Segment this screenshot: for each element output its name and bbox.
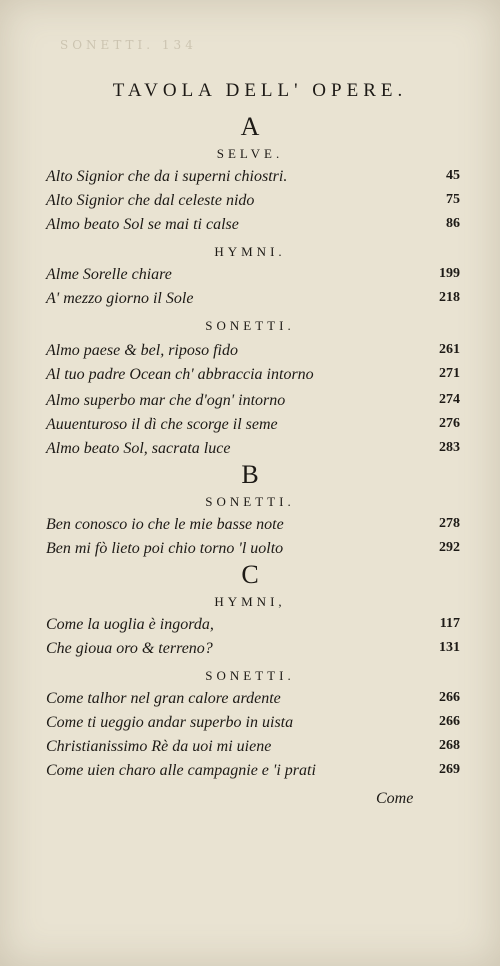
index-entry: [46, 516, 460, 540]
entry-page-number: 266: [439, 690, 460, 705]
index-entry: [46, 266, 460, 290]
entry-page-number: 266: [439, 714, 460, 729]
entry-incipit: Almo beato Sol se mai ti calse: [46, 216, 239, 233]
index-entry: [46, 714, 460, 738]
entry-incipit: Alto Signior che da i superni chiostri.: [46, 168, 288, 185]
catchword: Come: [376, 790, 414, 807]
index-entry: [46, 640, 460, 664]
index-entry: [46, 616, 460, 640]
entry-page-number: 271: [439, 366, 460, 381]
section-heading-sonetti: SONETTI.: [205, 318, 295, 333]
index-entry: [46, 690, 460, 714]
entry-page-number: 268: [439, 738, 460, 753]
section-heading-hymni: HYMNI,: [214, 594, 286, 609]
entry-page-number: 86: [446, 216, 460, 231]
section-heading-sonetti: SONETTI.: [205, 668, 295, 683]
entry-page-number: 261: [439, 342, 460, 357]
entry-incipit: Come la uoglia è ingorda,: [46, 616, 214, 633]
index-entry: [46, 290, 460, 314]
index-entry: [46, 192, 460, 216]
entry-page-number: 274: [439, 392, 460, 407]
index-entry: [46, 738, 460, 762]
entry-page-number: 292: [439, 540, 460, 555]
entry-page-number: 199: [439, 266, 460, 281]
entry-incipit: Almo beato Sol, sacrata luce: [46, 440, 231, 457]
entry-incipit: Al tuo padre Ocean ch' abbraccia intorno: [46, 366, 314, 383]
entry-incipit: Come ti ueggio andar superbo in uista: [46, 714, 294, 731]
page-title: TAVOLA DELL' OPERE.: [112, 80, 408, 101]
entry-page-number: 269: [439, 762, 460, 777]
entry-page-number: 131: [439, 640, 460, 655]
entry-page-number: 117: [439, 616, 460, 631]
index-entry: [46, 342, 460, 366]
entry-incipit: Almo superbo mar che d'ogn' intorno: [46, 392, 286, 409]
index-entry: [46, 762, 460, 786]
entry-incipit: Ben conosco io che le mie basse note: [46, 516, 284, 533]
index-entry: [46, 168, 460, 192]
entry-page-number: 283: [439, 440, 460, 455]
bleed-through-header: SONETTI. 134: [60, 38, 197, 52]
index-entry: [46, 216, 460, 240]
entry-incipit: Alto Signior che dal celeste nido: [46, 192, 255, 209]
index-entry: [46, 416, 460, 440]
letter-heading-b: B: [241, 460, 259, 489]
section-heading-hymni: HYMNI.: [214, 244, 286, 259]
entry-page-number: 276: [439, 416, 460, 431]
entry-incipit: Auuenturoso il dì che scorge il seme: [46, 416, 278, 433]
section-heading-sonetti: SONETTI.: [205, 494, 295, 509]
entry-incipit: A' mezzo giorno il Sole: [46, 290, 194, 307]
entry-incipit: Almo paese & bel, riposo fido: [46, 342, 238, 359]
entry-incipit: Che gioua oro & terreno?: [46, 640, 213, 657]
entry-page-number: 218: [439, 290, 460, 305]
entry-incipit: Christianissimo Rè da uoi mi uiene: [46, 738, 272, 755]
entry-page-number: 278: [439, 516, 460, 531]
entry-incipit: Come uien charo alle campagnie e 'i prati: [46, 762, 316, 779]
index-entry: [46, 392, 460, 416]
entry-page-number: 75: [446, 192, 460, 207]
index-entry: [46, 366, 460, 390]
entry-page-number: 45: [446, 168, 460, 183]
entry-incipit: Come talhor nel gran calore ardente: [46, 690, 281, 707]
entry-incipit: Ben mi fò lieto poi chio torno 'l uolto: [46, 540, 284, 557]
section-heading-selve: SELVE.: [216, 146, 284, 161]
letter-heading-c: C: [241, 560, 259, 589]
entry-incipit: Alme Sorelle chiare: [46, 266, 172, 283]
letter-heading-a: A: [240, 112, 260, 141]
